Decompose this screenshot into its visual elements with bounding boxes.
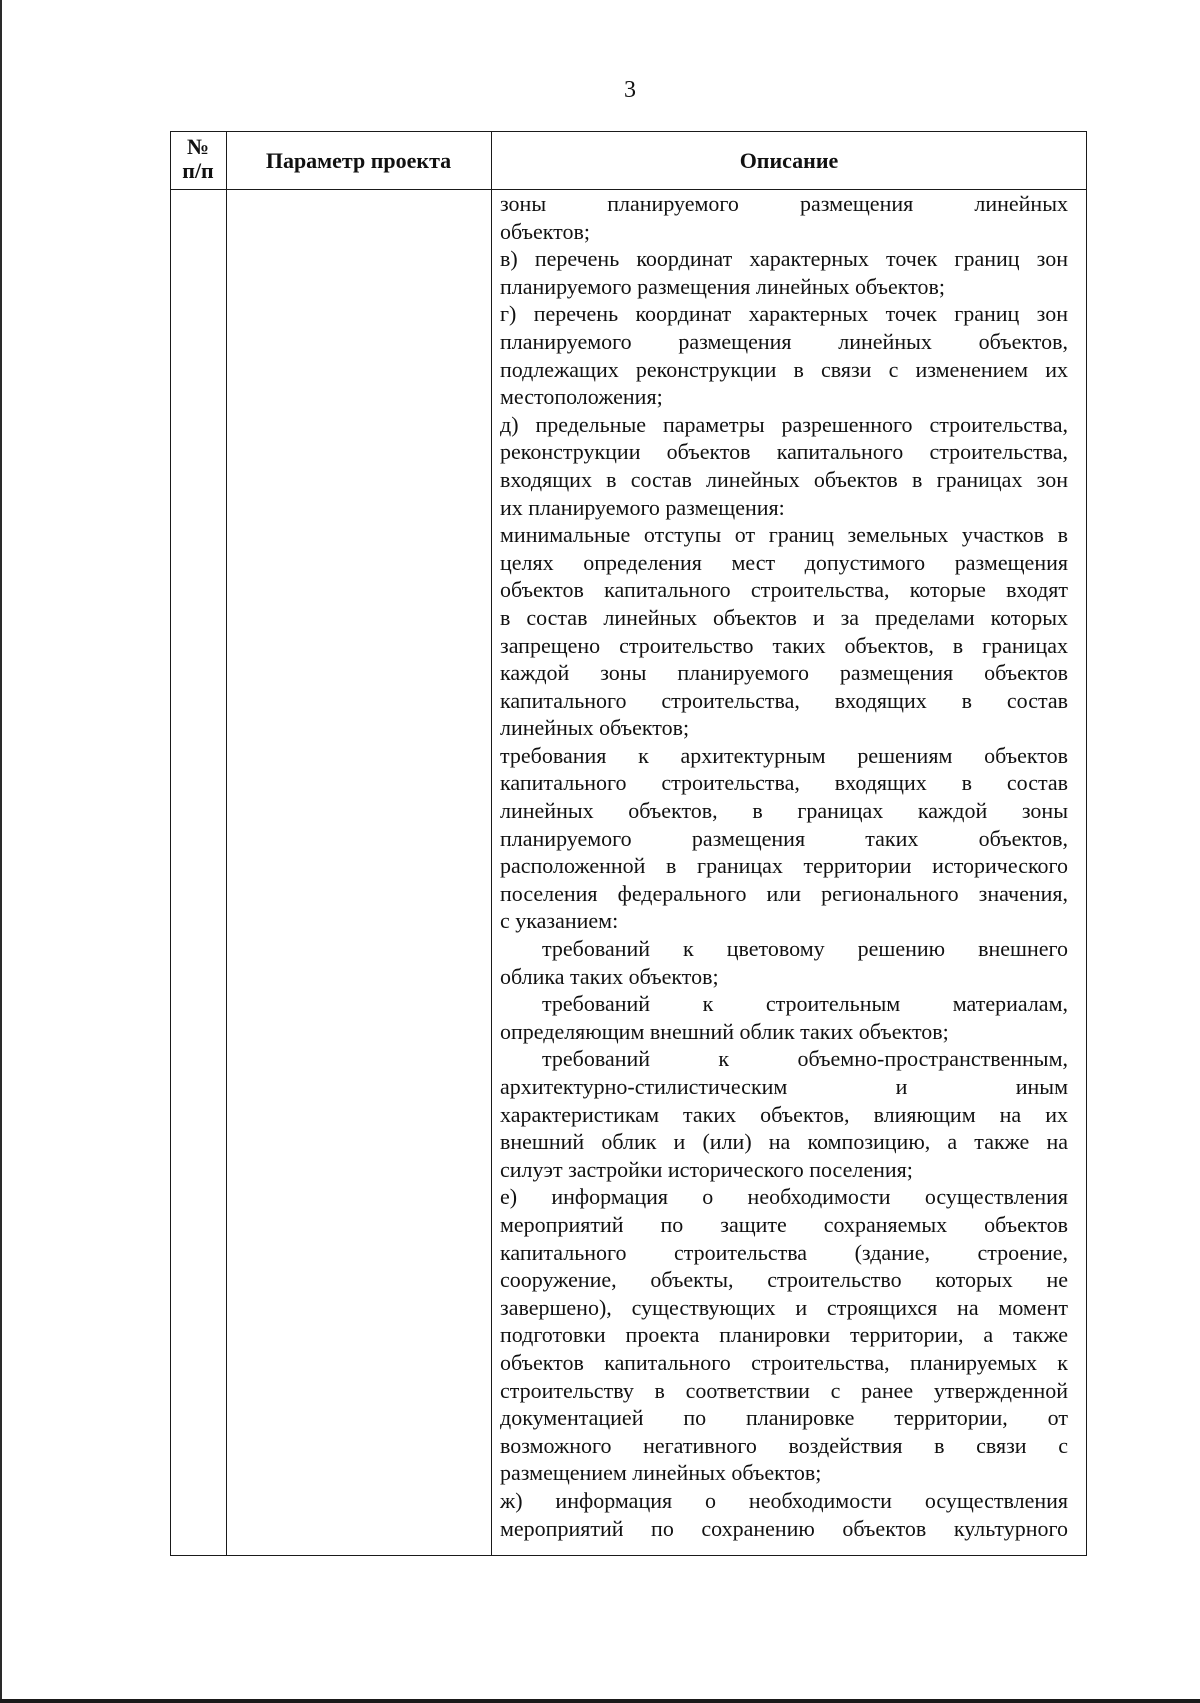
description-line: их планируемого размещения: (500, 494, 785, 520)
description-line: строительству в соответствии с ранее утвержденной (500, 1377, 1068, 1403)
header-number-cell (170, 135, 226, 183)
description-line: г) перечень координат характерных точек границ зон (500, 301, 1068, 327)
description-line: запрещено строительство таких объектов, в границах (500, 632, 1068, 658)
description-line: зоны планируемого размещения линейных (500, 191, 1068, 216)
scan-bottom-edge (0, 1699, 1200, 1703)
header-number-abbrev: п/п (182, 158, 214, 183)
header-number-symbol: № (186, 134, 210, 159)
description-line: планируемого размещения таких объектов, (500, 825, 1068, 851)
description-line: объектов капитального строительства, планируемых к (500, 1349, 1068, 1375)
description-line: характеристикам таких объектов, влияющим на их (500, 1101, 1068, 1127)
description-line: возможного негативного воздействия в связи с (500, 1432, 1068, 1458)
description-line: капитального строительства, входящих в состав (500, 770, 1068, 796)
description-line: поселения федерального или регионального значения, (500, 880, 1068, 906)
table-column-divider-number (226, 131, 227, 1556)
description-line: капитального строительства (здание, строение, (500, 1239, 1068, 1265)
description-line: завершено), существующих и строящихся на момент (500, 1294, 1068, 1320)
description-line: каждой зоны планируемого размещения объектов (500, 660, 1068, 686)
description-line: требований к объемно-пространственным, (542, 1046, 1068, 1072)
description-line: размещением линейных объектов; (500, 1460, 822, 1486)
description-line: в) перечень координат характерных точек границ зон (500, 246, 1068, 272)
description-line: линейных объектов, в границах каждой зоны (500, 798, 1068, 824)
description-line: мероприятий по защите сохраняемых объектов (500, 1211, 1068, 1237)
description-line: определяющим внешний облик таких объектов; (500, 1018, 949, 1044)
description-line: минимальные отступы от границ земельных участков в (500, 522, 1068, 548)
description-line: объектов; (500, 218, 591, 244)
page-number: 3 (624, 77, 636, 103)
description-line: реконструкции объектов капитального строительства, (500, 439, 1068, 465)
description-line: мероприятий по сохранению объектов культурного (500, 1515, 1068, 1541)
description-line: в состав линейных объектов и за пределами которых (500, 604, 1068, 630)
description-line: требований к цветовому решению внешнего (542, 936, 1068, 962)
scan-left-edge (0, 0, 2, 1703)
description-line: требований к строительным материалам, (542, 991, 1068, 1017)
description-line: планируемого размещения линейных объектов, (500, 328, 1068, 354)
description-line: внешний облик и (или) на композицию, а также на (500, 1129, 1068, 1155)
description-line: с указанием: (500, 908, 619, 934)
description-line: капитального строительства, входящих в состав (500, 687, 1068, 713)
description-line: подлежащих реконструкции в связи с изменением их (500, 356, 1068, 382)
description-line: объектов капитального строительства, которые входят (500, 577, 1068, 603)
description-line: е) информация о необходимости осуществления (500, 1184, 1068, 1210)
description-line: местоположения; (500, 384, 663, 410)
description-line: входящих в состав линейных объектов в границах зон (500, 466, 1068, 492)
description-line: требования к архитектурным решениям объектов (500, 742, 1068, 768)
description-line: расположенной в границах территории исторического (500, 853, 1068, 879)
description-line: облика таких объектов; (500, 963, 719, 989)
header-parameter-cell: Параметр проекта (265, 148, 452, 173)
description-line: целях определения мест допустимого размещения (500, 549, 1068, 575)
description-line: линейных объектов; (500, 715, 690, 741)
description-line: силуэт застройки исторического поселения; (500, 1156, 913, 1182)
table-column-divider-parameter (491, 131, 492, 1556)
description-line: ж) информация о необходимости осуществления (500, 1487, 1068, 1513)
description-line: сооружение, объекты, строительство которых не (500, 1267, 1068, 1293)
description-cell-text (500, 190, 1068, 1542)
header-description-cell: Описание (739, 148, 839, 173)
description-line: д) предельные параметры разрешенного строительства, (500, 411, 1068, 437)
description-line: архитектурно-стилистическим и иным (500, 1074, 1068, 1099)
description-line: подготовки проекта планировки территории, а также (500, 1322, 1068, 1348)
description-line: документацией по планировке территории, от (500, 1405, 1068, 1431)
description-line: планируемого размещения линейных объектов; (500, 273, 945, 299)
